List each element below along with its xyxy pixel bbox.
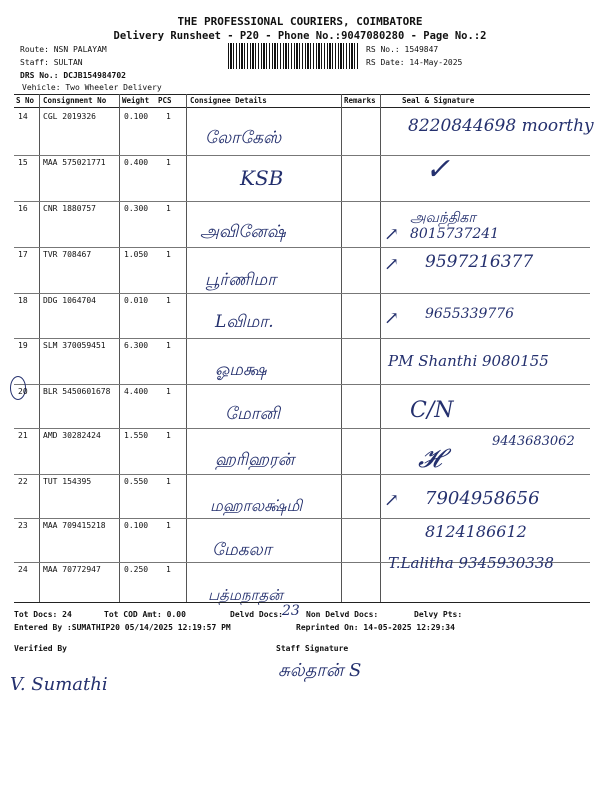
row-tick-mark: ↗ bbox=[384, 224, 400, 245]
delivered-docs-handwritten: 23 bbox=[282, 603, 300, 619]
row-pcs: 1 bbox=[166, 296, 171, 305]
row-consignee-handwriting: அவினேஷ் bbox=[200, 222, 286, 242]
row-weight: 0.550 bbox=[124, 477, 149, 486]
row-consignee-handwriting: Lவிமா. bbox=[215, 312, 274, 332]
row-consignee-handwriting: லோகேஸ் bbox=[205, 128, 282, 148]
row-seal-signature: ✓ bbox=[425, 152, 451, 187]
row-pcs: 1 bbox=[166, 387, 171, 396]
row-sno: 16 bbox=[18, 204, 28, 213]
col-header-weight: Weight bbox=[122, 96, 150, 105]
row-weight: 0.100 bbox=[124, 521, 149, 530]
row-consignee-handwriting: பத்மநாதன் bbox=[208, 586, 283, 604]
verified-by-signature: V. Sumathi bbox=[10, 674, 108, 695]
col-header-remarks: Remarks bbox=[344, 96, 376, 105]
row-weight: 1.550 bbox=[124, 431, 149, 440]
non-delivered-docs: Non Delvd Docs: bbox=[306, 610, 379, 619]
row-consignee-handwriting: மோனி bbox=[225, 404, 280, 424]
row-consignment-no: AMD 30282424 bbox=[43, 431, 101, 440]
staff-signature-label: Staff Signature bbox=[276, 644, 349, 653]
row-tick-mark: ↗ bbox=[384, 254, 400, 275]
col-header-seal: Seal & Signature bbox=[402, 96, 475, 105]
vehicle-text: Vehicle: Two Wheeler Delivery bbox=[22, 83, 162, 92]
row-pcs: 1 bbox=[166, 341, 171, 350]
rs-date-text: RS Date: 14-May-2025 bbox=[366, 58, 463, 67]
row-seal-signature: 7904958656 bbox=[425, 488, 540, 509]
row-divider bbox=[14, 338, 590, 339]
row-sno: 18 bbox=[18, 296, 28, 305]
row-consignment-no: BLR 5450601678 bbox=[43, 387, 111, 396]
col-divider bbox=[186, 94, 187, 602]
reprinted-on: Reprinted On: 14-05-2025 12:29:34 bbox=[296, 623, 455, 632]
row-seal-signature: அவந்திகா 8015737241 bbox=[410, 210, 500, 242]
row-consignment-no: MAA 709415218 bbox=[43, 521, 106, 530]
row-pcs: 1 bbox=[166, 112, 171, 121]
table-header-border bbox=[14, 107, 590, 108]
row-consignment-no: TUT 154395 bbox=[43, 477, 92, 486]
row-weight: 0.100 bbox=[124, 112, 149, 121]
row-pcs: 1 bbox=[166, 565, 171, 574]
staff-text: Staff: SULTAN bbox=[20, 58, 83, 67]
row-pcs: 1 bbox=[166, 158, 171, 167]
delivery-points: Delvy Pts: bbox=[414, 610, 463, 619]
row-weight: 1.050 bbox=[124, 250, 149, 259]
row-sno: 23 bbox=[18, 521, 28, 530]
row-sno: 20 bbox=[18, 387, 28, 396]
row-consignee-handwriting: மேகலா bbox=[212, 540, 272, 560]
row-divider bbox=[14, 155, 590, 156]
row-seal-signature: PM Shanthi 9080155 bbox=[388, 352, 549, 370]
row-weight: 0.400 bbox=[124, 158, 149, 167]
table-top-border bbox=[14, 94, 590, 95]
row-signature-scribble: 𝓗 bbox=[418, 444, 442, 474]
row-seal-signature: C/N bbox=[410, 398, 454, 423]
col-divider bbox=[341, 94, 342, 602]
row-pcs: 1 bbox=[166, 250, 171, 259]
col-header-consignee: Consignee Details bbox=[190, 96, 267, 105]
barcode bbox=[228, 43, 358, 69]
row-divider bbox=[14, 518, 590, 519]
total-docs: Tot Docs: 24 bbox=[14, 610, 72, 619]
table-bottom-border bbox=[14, 602, 590, 603]
row-weight: 0.010 bbox=[124, 296, 149, 305]
row-tick-mark: ↗ bbox=[384, 490, 400, 511]
col-header-pcs: PCS bbox=[158, 96, 172, 105]
row-pcs: 1 bbox=[166, 204, 171, 213]
row-consignment-no: CNR 1880757 bbox=[43, 204, 96, 213]
col-header-sno: S No bbox=[16, 96, 35, 105]
row-divider bbox=[14, 247, 590, 248]
row-sno: 21 bbox=[18, 431, 28, 440]
row-sno: 17 bbox=[18, 250, 28, 259]
row-pcs: 1 bbox=[166, 521, 171, 530]
row-sno: 15 bbox=[18, 158, 28, 167]
col-divider bbox=[39, 94, 40, 602]
row-weight: 6.300 bbox=[124, 341, 149, 350]
col-divider bbox=[380, 94, 381, 602]
row-weight: 0.250 bbox=[124, 565, 149, 574]
entered-by: Entered By :SUMATHIP20 05/14/2025 12:19:57 PM bbox=[14, 623, 231, 632]
row-sno: 24 bbox=[18, 565, 28, 574]
row-weight: 0.300 bbox=[124, 204, 149, 213]
row-consignment-no: CGL 2019326 bbox=[43, 112, 96, 121]
row-consignment-no: TVR 708467 bbox=[43, 250, 92, 259]
col-divider bbox=[119, 94, 120, 602]
row-seal-signature: 9597216377 bbox=[425, 252, 534, 272]
delivered-docs: Delvd Docs: bbox=[230, 610, 283, 619]
row-sno: 14 bbox=[18, 112, 28, 121]
row-consignee-handwriting: ஓமக்ஷ bbox=[215, 360, 267, 380]
row-divider bbox=[14, 428, 590, 429]
row-consignee-handwriting: ஹரிஹரன் bbox=[215, 450, 295, 470]
row-consignee-handwriting: KSB bbox=[240, 166, 284, 190]
row-seal-signature: T.Lalitha 9345930338 bbox=[388, 554, 554, 572]
col-header-consignment: Consignment No bbox=[43, 96, 107, 105]
row-consignee-handwriting: பூர்ணிமா bbox=[205, 270, 277, 290]
row-divider bbox=[14, 293, 590, 294]
document-title: THE PROFESSIONAL COURIERS, COIMBATORE bbox=[177, 15, 423, 28]
row-seal-signature: 9443683062 bbox=[492, 434, 575, 449]
row-divider bbox=[14, 384, 590, 385]
staff-signature-handwriting: சுல்தான் S bbox=[278, 660, 362, 681]
total-cod-amount: Tot COD Amt: 0.00 bbox=[104, 610, 186, 619]
row-consignment-no: SLM 370059451 bbox=[43, 341, 106, 350]
document-subtitle: Delivery Runsheet - P20 - Phone No.:9047080280 - Page No.:2 bbox=[113, 30, 487, 42]
row-pcs: 1 bbox=[166, 477, 171, 486]
route-text: Route: NSN PALAYAM bbox=[20, 45, 107, 54]
row-divider bbox=[14, 201, 590, 202]
row-sno: 19 bbox=[18, 341, 28, 350]
row-consignment-no: MAA 575021771 bbox=[43, 158, 106, 167]
row-weight: 4.400 bbox=[124, 387, 149, 396]
row-sno: 22 bbox=[18, 477, 28, 486]
verified-by-label: Verified By bbox=[14, 644, 67, 653]
row-divider bbox=[14, 474, 590, 475]
row-consignment-no: MAA 70772947 bbox=[43, 565, 101, 574]
rs-no-text: RS No.: 1549847 bbox=[366, 45, 439, 54]
row-pcs: 1 bbox=[166, 431, 171, 440]
row-consignee-handwriting: மஹாலக்ஷ்மி bbox=[210, 496, 303, 515]
row-tick-mark: ↗ bbox=[384, 308, 400, 329]
row-seal-signature: 8124186612 bbox=[425, 522, 527, 541]
drs-text: DRS No.: DCJB154984702 bbox=[20, 71, 126, 80]
row-seal-signature: 8220844698 moorthy bbox=[408, 116, 594, 136]
row-seal-signature: 9655339776 bbox=[425, 306, 515, 322]
row-consignment-no: DDG 1064704 bbox=[43, 296, 96, 305]
